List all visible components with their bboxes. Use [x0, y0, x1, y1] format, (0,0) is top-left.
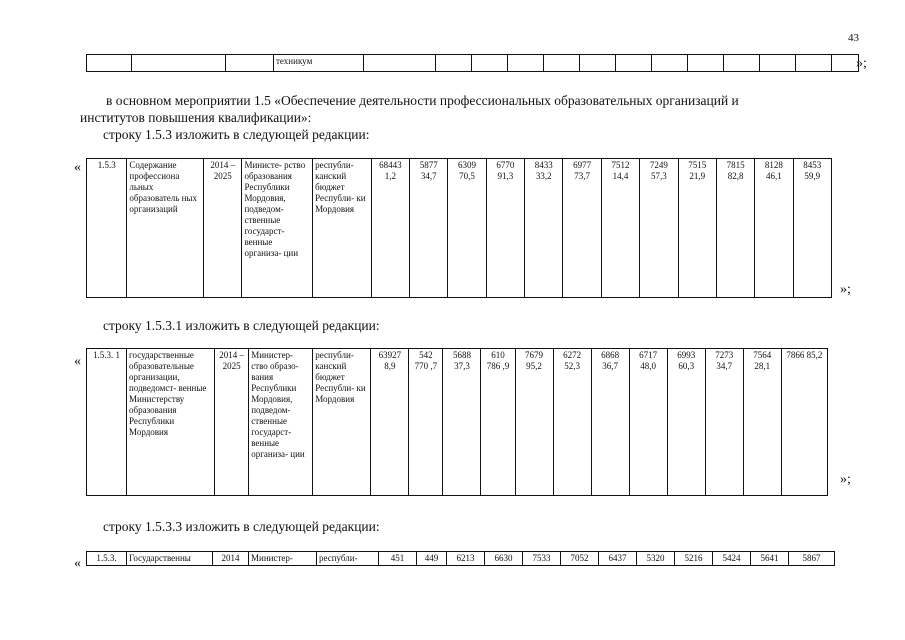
- table-1-5-3-1: [86, 348, 828, 496]
- value-cell: 8433 33,2: [525, 159, 563, 298]
- table-1-5-3-3: [86, 551, 835, 566]
- value-cell: 7533: [523, 552, 561, 566]
- empty-cell: [796, 55, 832, 72]
- row-title: Содержание профессиона льных образователь ных организаций: [127, 159, 204, 298]
- page-number: 43: [848, 32, 859, 44]
- value-cell: 7515 21,9: [678, 159, 716, 298]
- empty-cell: [760, 55, 796, 72]
- value-cell: 6993 60,3: [667, 349, 705, 496]
- top-continuation-table: [86, 54, 859, 72]
- value-cell: 7273 34,7: [705, 349, 743, 496]
- empty-cell: [436, 55, 472, 72]
- value-cell: 6213: [447, 552, 485, 566]
- value-cell: 5424: [713, 552, 751, 566]
- empty-cell: [688, 55, 724, 72]
- empty-cell: [226, 55, 274, 72]
- value-cell: 5867: [789, 552, 835, 566]
- value-cell: 5877 34,7: [410, 159, 448, 298]
- value-cell: 542 770 ,7: [409, 349, 443, 496]
- value-cell: 5216: [675, 552, 713, 566]
- value-cell: 449: [417, 552, 447, 566]
- empty-cell: [616, 55, 652, 72]
- empty-cell: [364, 55, 436, 72]
- paragraph-line-1: в основном мероприятии 1.5 «Обеспечение деятельности профессиональных образовательных организаций и: [106, 93, 739, 108]
- value-cell: 7815 82,8: [716, 159, 754, 298]
- value-cell: 7052: [561, 552, 599, 566]
- row-executor: Министе- рство образования Республики Мордовия, подведом- ственные государст- венные организа- ции: [242, 159, 313, 298]
- row-funding-source: республи- канский бюджет Республи- ки Мордовия: [313, 159, 372, 298]
- value-cell: 451: [379, 552, 417, 566]
- row-title: государственные образовательные организации, подведомст- венные Министерству образования Республики Мордовия: [127, 349, 215, 496]
- value-cell: 6717 48,0: [629, 349, 667, 496]
- value-cell: 5320: [637, 552, 675, 566]
- heading-1-5-3-3: строку 1.5.3.3 изложить в следующей редакции:: [103, 519, 380, 534]
- value-cell: 6868 36,7: [591, 349, 629, 496]
- empty-cell: [87, 55, 132, 72]
- value-cell: 6770 91,3: [486, 159, 524, 298]
- row-period: 2014 – 2025: [204, 159, 242, 298]
- value-cell: 6977 73,7: [563, 159, 601, 298]
- row-code: 1.5.3. 1: [87, 349, 127, 496]
- row-period: 2014: [213, 552, 249, 566]
- empty-cell: [508, 55, 544, 72]
- cell-tekhnikum: техникум: [274, 55, 364, 72]
- value-cell: 7866 85,2: [781, 349, 827, 496]
- closing-quote: »;: [840, 282, 851, 297]
- empty-cell: [652, 55, 688, 72]
- row-executor: Министер- ство образо- вания Республики Мордовия, подведом- ственные государст- венные организа- ции: [249, 349, 313, 496]
- empty-cell: [724, 55, 760, 72]
- paragraph-line-2: институтов повышения квалификации»:: [80, 110, 312, 125]
- value-cell: 63927 8,9: [371, 349, 409, 496]
- value-cell: 7679 95,2: [515, 349, 553, 496]
- value-cell: 5688 37,3: [443, 349, 481, 496]
- value-cell: 6437: [599, 552, 637, 566]
- opening-quote: «: [74, 354, 81, 369]
- row-funding-source: республи-: [317, 552, 379, 566]
- value-cell: 8128 46,1: [755, 159, 793, 298]
- row-funding-source: республи- канский бюджет Республи- ки Мордовия: [313, 349, 371, 496]
- empty-cell: [544, 55, 580, 72]
- row-executor: Министер-: [249, 552, 317, 566]
- value-cell: 68443 1,2: [371, 159, 409, 298]
- value-cell: 7512 14,4: [601, 159, 639, 298]
- row-title: Государственны: [127, 552, 213, 566]
- opening-quote: «: [74, 556, 81, 571]
- opening-quote: «: [74, 160, 81, 175]
- value-cell: 6309 70,5: [448, 159, 486, 298]
- empty-cell: [472, 55, 508, 72]
- empty-cell: [132, 55, 226, 72]
- value-cell: 8453 59,9: [793, 159, 831, 298]
- row-code: 1.5.3: [87, 159, 127, 298]
- closing-quote: »;: [840, 472, 851, 487]
- value-cell: 7249 57,3: [640, 159, 678, 298]
- row-code: 1.5.3.: [87, 552, 127, 566]
- value-cell: 7564 28,1: [743, 349, 781, 496]
- value-cell: 6272 52,3: [553, 349, 591, 496]
- closing-quote: »;: [856, 56, 867, 71]
- row-period: 2014 – 2025: [215, 349, 249, 496]
- value-cell: 5641: [751, 552, 789, 566]
- heading-1-5-3: строку 1.5.3 изложить в следующей редакции:: [103, 127, 370, 142]
- table-1-5-3: [86, 158, 832, 298]
- value-cell: 610 786 ,9: [481, 349, 515, 496]
- heading-1-5-3-1: строку 1.5.3.1 изложить в следующей редакции:: [103, 318, 380, 333]
- empty-cell: [832, 55, 859, 72]
- value-cell: 6630: [485, 552, 523, 566]
- empty-cell: [580, 55, 616, 72]
